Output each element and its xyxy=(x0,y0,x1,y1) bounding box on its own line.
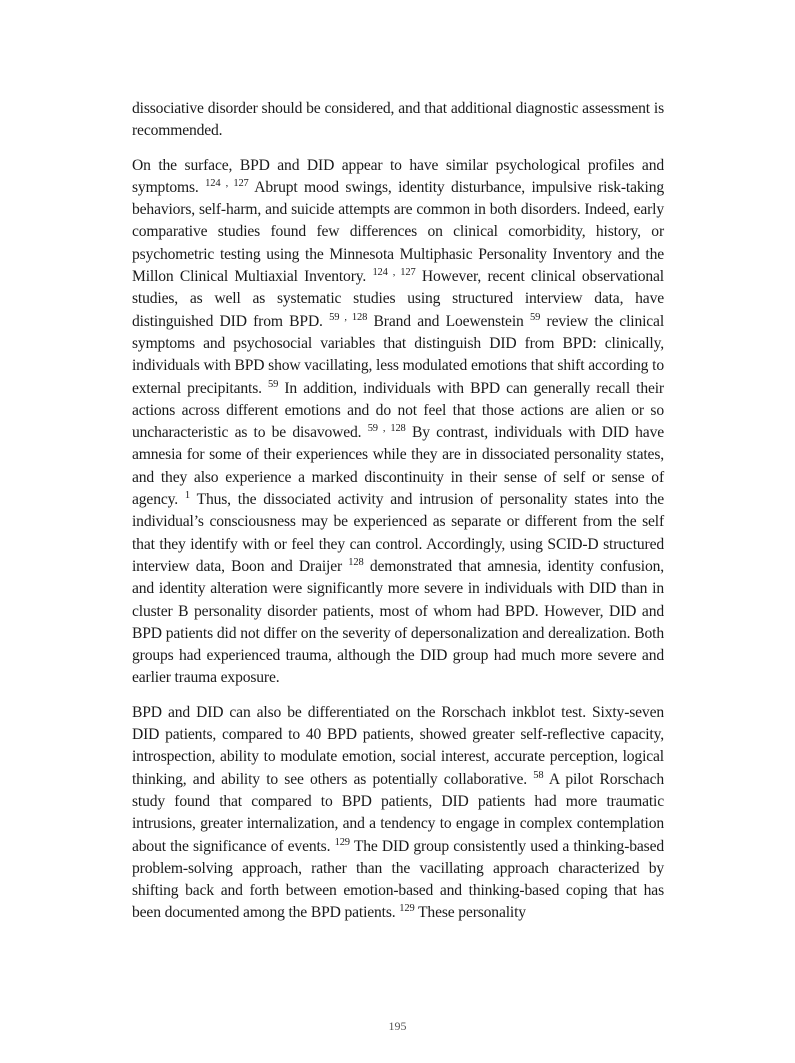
paragraph-bpd-did-comparison xyxy=(132,155,664,690)
page-number: 195 xyxy=(388,1019,407,1033)
citation-superscript: 59 xyxy=(530,311,541,323)
citation-superscript: 124 , 127 xyxy=(205,177,249,189)
text-run: However, recent clinical observational studies, as well as systematic studies using structured interview data, have distinguished DID from BPD. xyxy=(132,268,664,330)
text-run: These personality xyxy=(414,904,526,922)
paragraph-continuation xyxy=(132,98,664,143)
text-run: Abrupt mood swings, identity disturbance, impulsive risk-taking behaviors, self-harm, and suicide attempts are common in both disorders. Indeed, early comparative studies found few differences on clinical comorbidity, history, or psychometric testing using the Minnesota Multiphasic Personality Inventory and the Millon Clinical Multiaxial Inventory. xyxy=(132,178,665,286)
citation-superscript: 59 , 128 xyxy=(367,423,406,435)
text-run: dissociative disorder should be considered, and that additional diagnostic assessment is recommended. xyxy=(132,100,664,140)
text-run: Brand and Loewenstein xyxy=(367,312,530,330)
citation-superscript: 128 xyxy=(348,556,364,568)
paragraph-rorschach xyxy=(132,702,664,925)
text-run: demonstrated that amnesia, identity confusion, and identity alteration were significantly more severe in individuals with DID than in cluster B personality disorder patients, most of whom had BPD. However, DID and BPD patients did not differ on the severity of depersonalization and derealization. Both groups had experienced trauma, although the DID group had much more severe and earlier trauma exposure. xyxy=(132,557,664,687)
citation-superscript: 124 , 127 xyxy=(372,267,416,279)
text-run: BPD and DID can also be differentiated on the Rorschach inkblot test. Sixty-seven DID patients, compared to 40 BPD patients, showed greater self-reflective capacity, introspection, ability to modulate emotion, social interest, accurate perception, logical thinking, and ability to see others as potentially collaborative. xyxy=(132,703,664,788)
text-run: A pilot Rorschach study found that compared to BPD patients, DID patients had more traumatic intrusions, greater internalization, and a tendency to engage in complex contemplation about the significance of events. xyxy=(132,770,664,855)
citation-superscript: 129 xyxy=(399,903,415,915)
citation-superscript: 59 , 128 xyxy=(329,311,368,323)
document-page xyxy=(132,98,664,937)
text-run: On the surface, BPD and DID appear to have similar psychological profiles and symptoms. xyxy=(132,156,664,196)
text-run: In addition, individuals with BPD can generally recall their actions across different emotions and do not feel that those actions are alien or so uncharacteristic as to be disavowed. xyxy=(132,379,664,442)
text-run: By contrast, individuals with DID have amnesia for some of their experiences while they are in dissociated personality states, and they also experience a marked discontinuity in their sense of self or sense of agency. xyxy=(132,424,664,509)
text-run: Thus, the dissociated activity and intrusion of personality states into the individual’s consciousness may be experienced as separate or different from the self that they identify with or feel they can control. Accordingly, using SCID-D structured interview data, Boon and Draijer xyxy=(132,491,664,575)
citation-superscript: 129 xyxy=(334,836,350,848)
text-run: review the clinical symptoms and psychosocial variables that distinguish DID from BPD: clinically, individuals with BPD show vacillating, less modulated emotions that shift according to external precipitants. xyxy=(132,312,664,397)
citation-superscript: 1 xyxy=(184,490,190,502)
text-run: The DID group consistently used a thinking-based problem-solving approach, rather than the vacillating approach characterized by shifting back and forth between emotion-based and thinking-based coping that has been documented among the BPD patients. xyxy=(132,837,664,922)
citation-superscript: 58 xyxy=(533,769,544,781)
citation-superscript: 59 xyxy=(268,378,279,390)
